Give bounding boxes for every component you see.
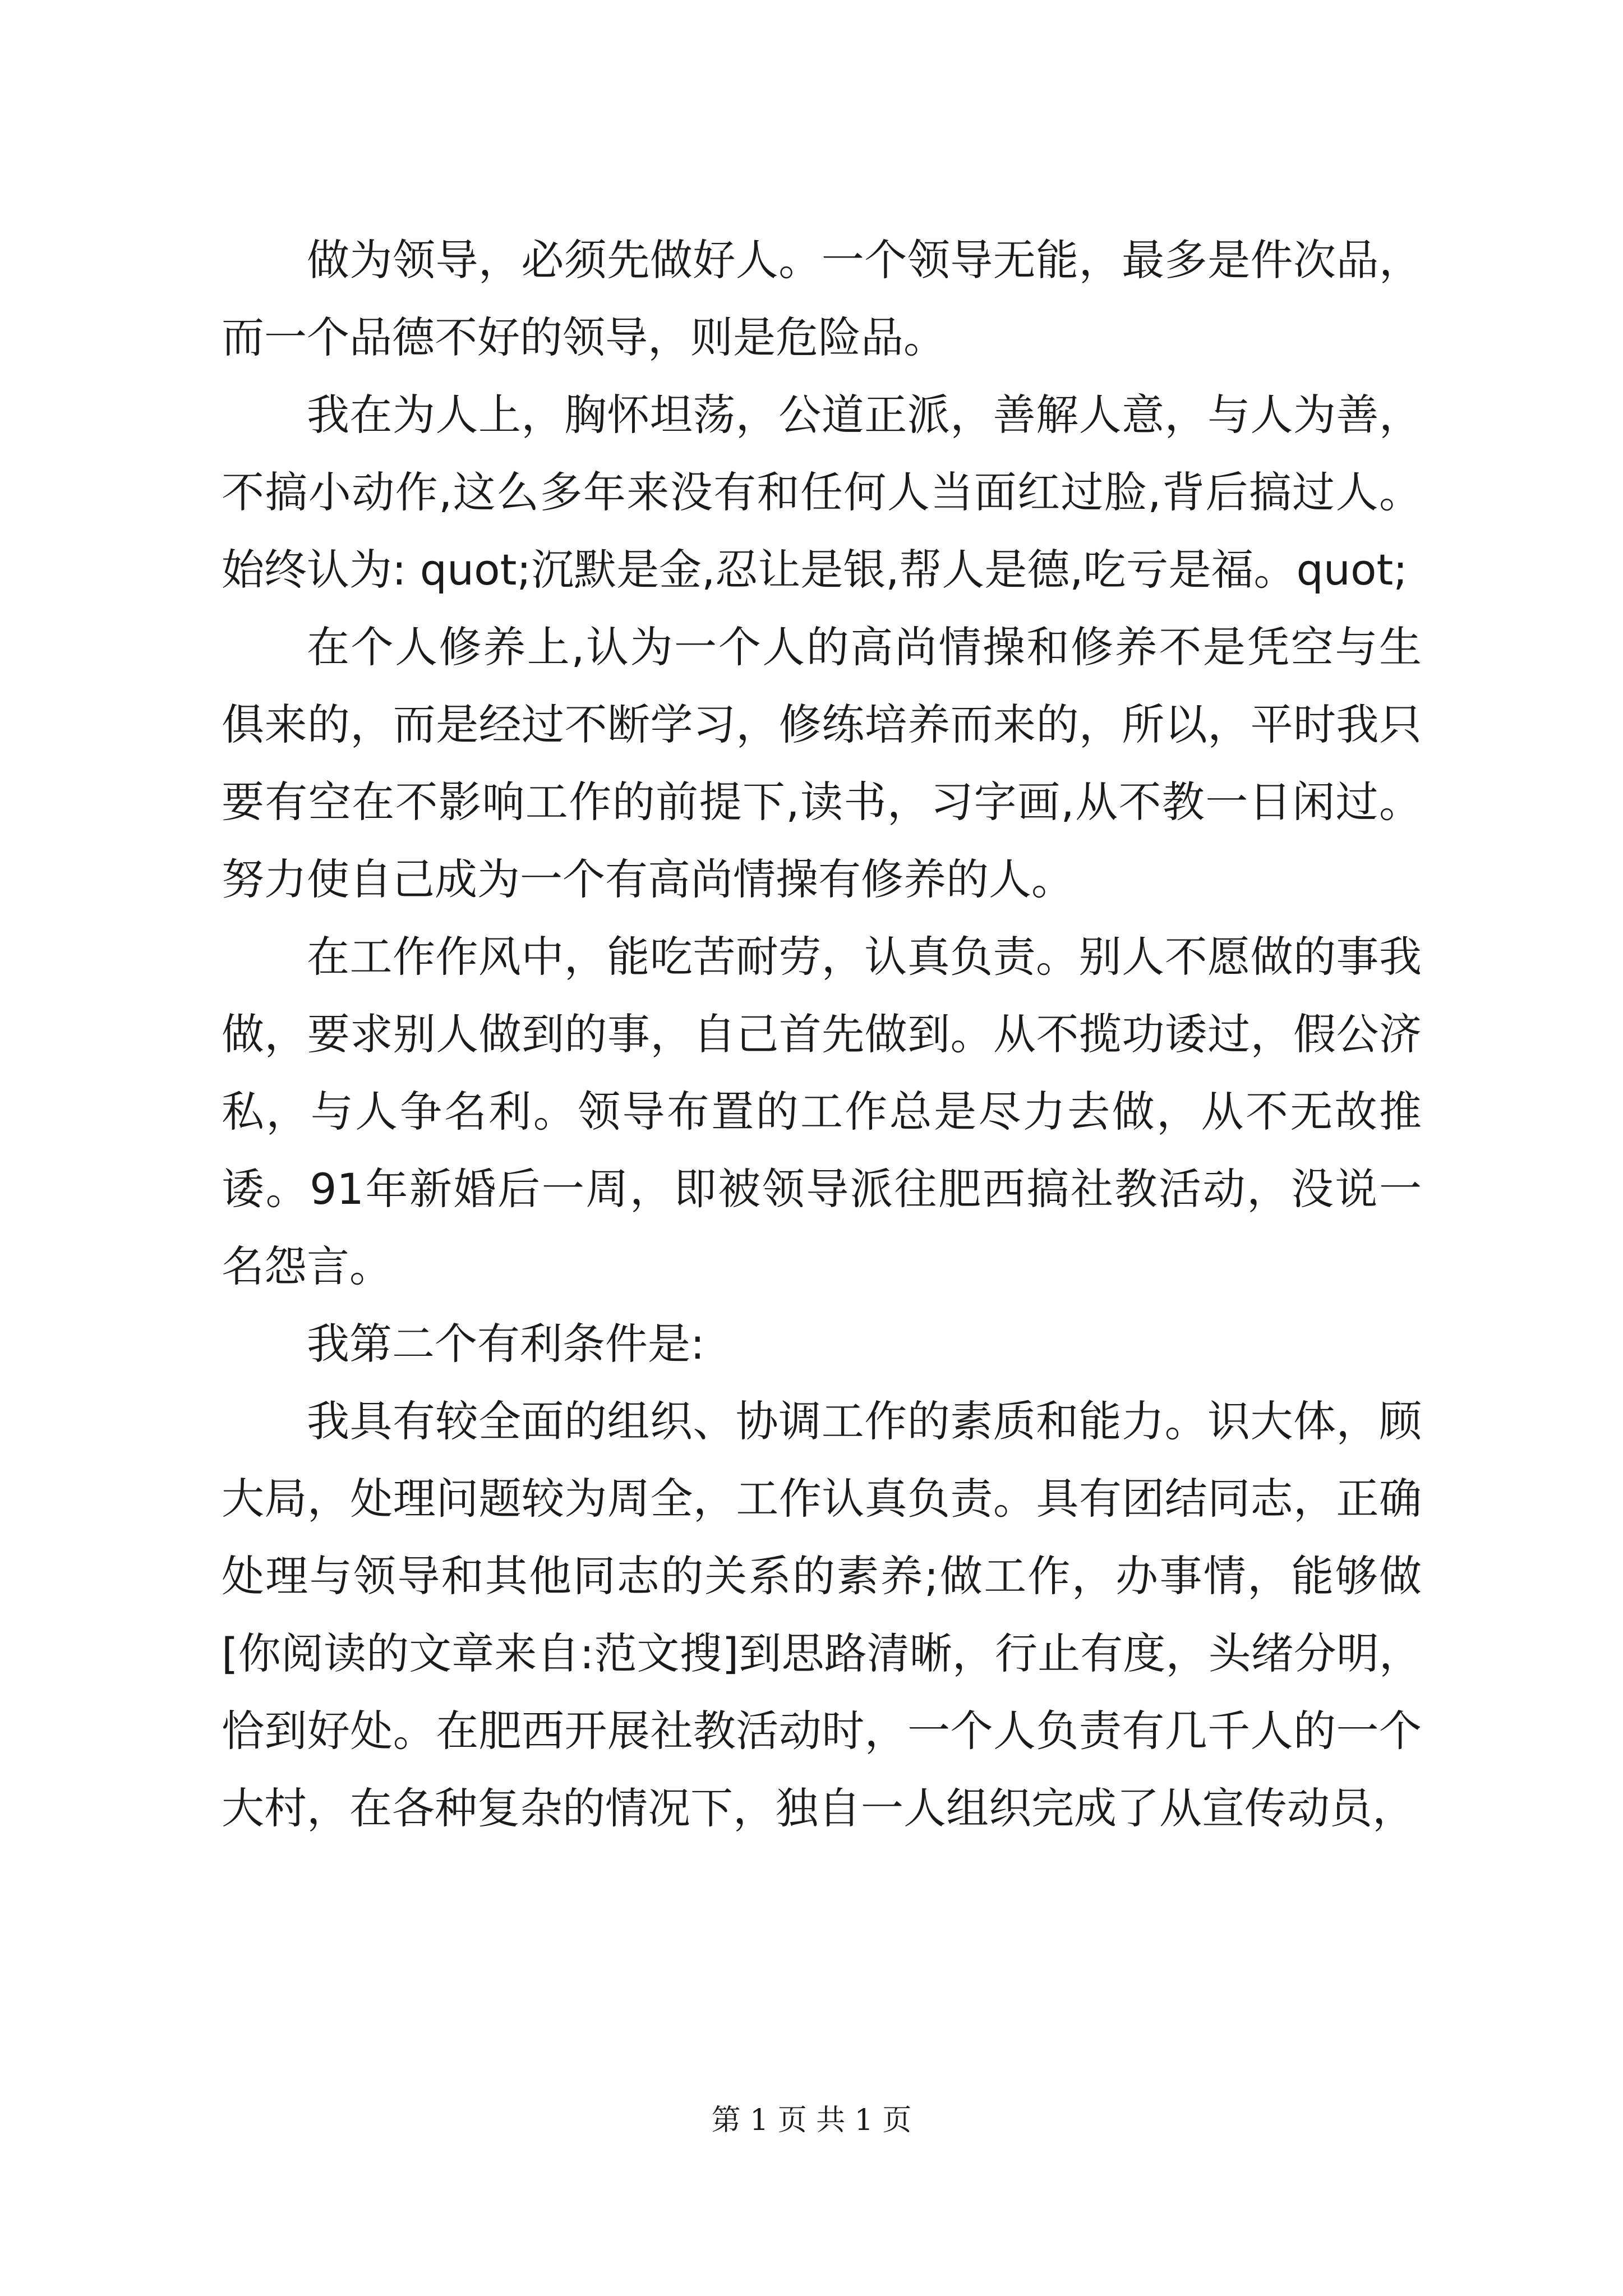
paragraph-character: 我在为人上，胸怀坦荡，公道正派，善解人意，与人为善，不搞小动作,这么多年来没有和任何人当面红过脸,背后搞过人。始终认为: quot;沉默是金,忍让是银,帮人是德,吃亏是福。quot; bbox=[222, 390, 1422, 595]
paragraph-work-style: 在工作作风中，能吃苦耐劳，认真负责。别人不愿做的事我做，要求别人做到的事，自己首先做到。从不揽功诿过，假公济私，与人争名利。领导布置的工作总是尽力去做，从不无故推诿。91年新婚后一周，即被领导派往肥西搞社教活动，没说一名怨言。 bbox=[222, 932, 1422, 1291]
paragraph-second-advantage: 我第二个有利条件是: bbox=[307, 1319, 705, 1369]
document-body bbox=[222, 222, 1422, 1847]
paragraph-organization-ability: 我具有较全面的组织、协调工作的素质和能力。识大体，顾大局，处理问题较为周全，工作认真负责。具有团结同志，正确处理与领导和其他同志的关系的素养;做工作，办事情，能够做[你阅读的文章来自:范文搜]到思路清晰，行止有度，头绪分明，恰到好处。在肥西开展社教活动时，一个人负责有几千人的一个大村，在各种复杂的情况下，独自一人组织完成了从宣传动员， bbox=[222, 1396, 1422, 1833]
page-number-footer: 第 1 页 共 1 页 bbox=[711, 2104, 912, 2137]
paragraph-leadership: 做为领导，必须先做好人。一个领导无能，最多是件次品，而一个品德不好的领导，则是危险品。 bbox=[222, 235, 1422, 362]
paragraph-self-cultivation: 在个人修养上,认为一个人的高尚情操和修养不是凭空与生俱来的，而是经过不断学习，修练培养而来的，所以，平时我只要有空在不影响工作的前提下,读书，习字画,从不教一日闲过。努力使自己成为一个有高尚情操有修养的人。 bbox=[222, 622, 1422, 904]
